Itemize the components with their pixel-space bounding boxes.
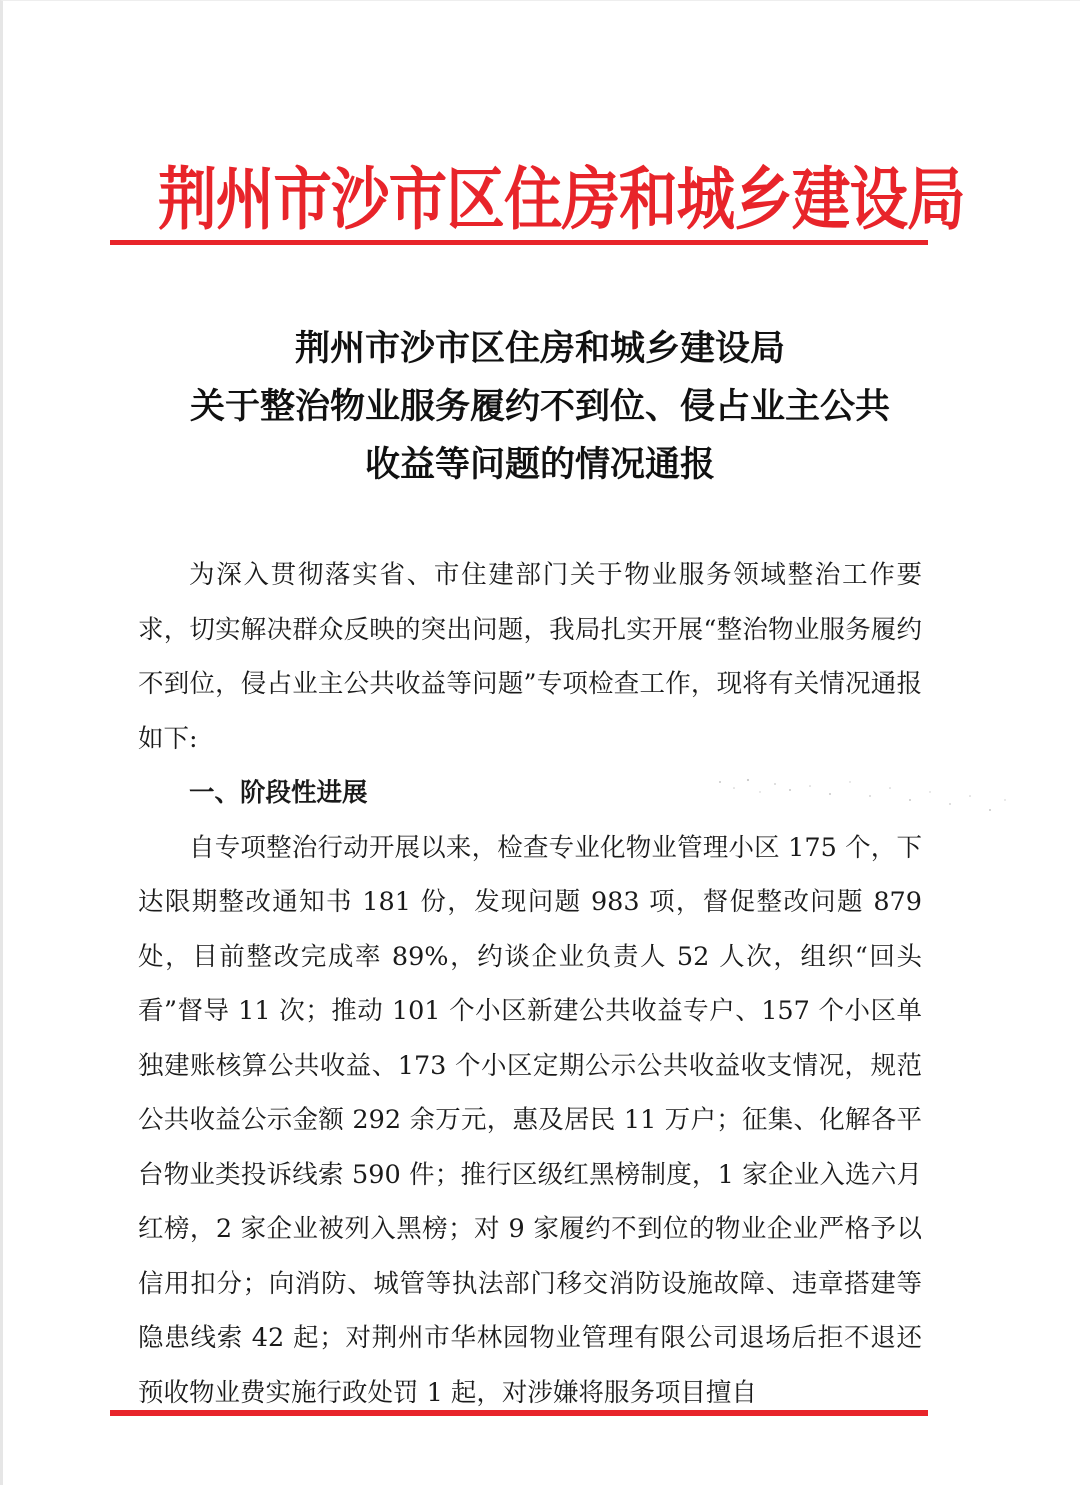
section-1-heading: 一、阶段性进展 — [189, 778, 368, 808]
document-title — [100, 320, 980, 494]
document-body — [138, 548, 922, 1420]
title-line-3: 收益等问题的情况通报 — [364, 444, 715, 485]
title-line-2: 关于整治物业服务履约不到位、侵占业主公共 — [189, 386, 890, 427]
title-line-1: 荆州市沙市区住房和城乡建设局 — [294, 328, 785, 369]
section-1-paragraph: 自专项整治行动开展以来，检查专业化物业管理小区 175 个，下达限期整改通知书 181 份，发现问题 983 项，督促整改问题 879 处，目前整改完成率 89%，约谈企业负责人 52 人次，组织“回头看”督导 11 次；推动 101 个小区新建公共收益专户、157 个小区单独建账核算公共收益、173 个小区定期公示公共收益收支情况，规范公共收益公示金额 292 余万元，惠及居民 11 万户；征集、化解各平台物业类投诉线索 590 件；推行区级红黑榜制度，1 家企业入选六月红榜，2 家企业被列入黑榜；对 9 家履约不到位的物业企业严格予以信用扣分；向消防、城管等执法部门移交消防设施故障、违章搭建等隐患线索 42 起；对荆州市华林园物业管理有限公司退场后拒不退还预收物业费实施行政处罚 1 起，对涉嫌将服务项目擅自 — [138, 832, 922, 1408]
intro-paragraph: 为深入贯彻落实省、市住建部门关于物业服务领域整治工作要求，切实解决群众反映的突出问题，我局扎实开展“整治物业服务履约不到位，侵占业主公共收益等问题”专项检查工作，现将有关情况通报如下: — [138, 560, 922, 754]
letterhead-red-rule — [110, 240, 928, 245]
footer-red-rule — [110, 1410, 928, 1416]
letterhead-org-name: 荆州市沙市区住房和城乡建设局 — [158, 160, 965, 240]
